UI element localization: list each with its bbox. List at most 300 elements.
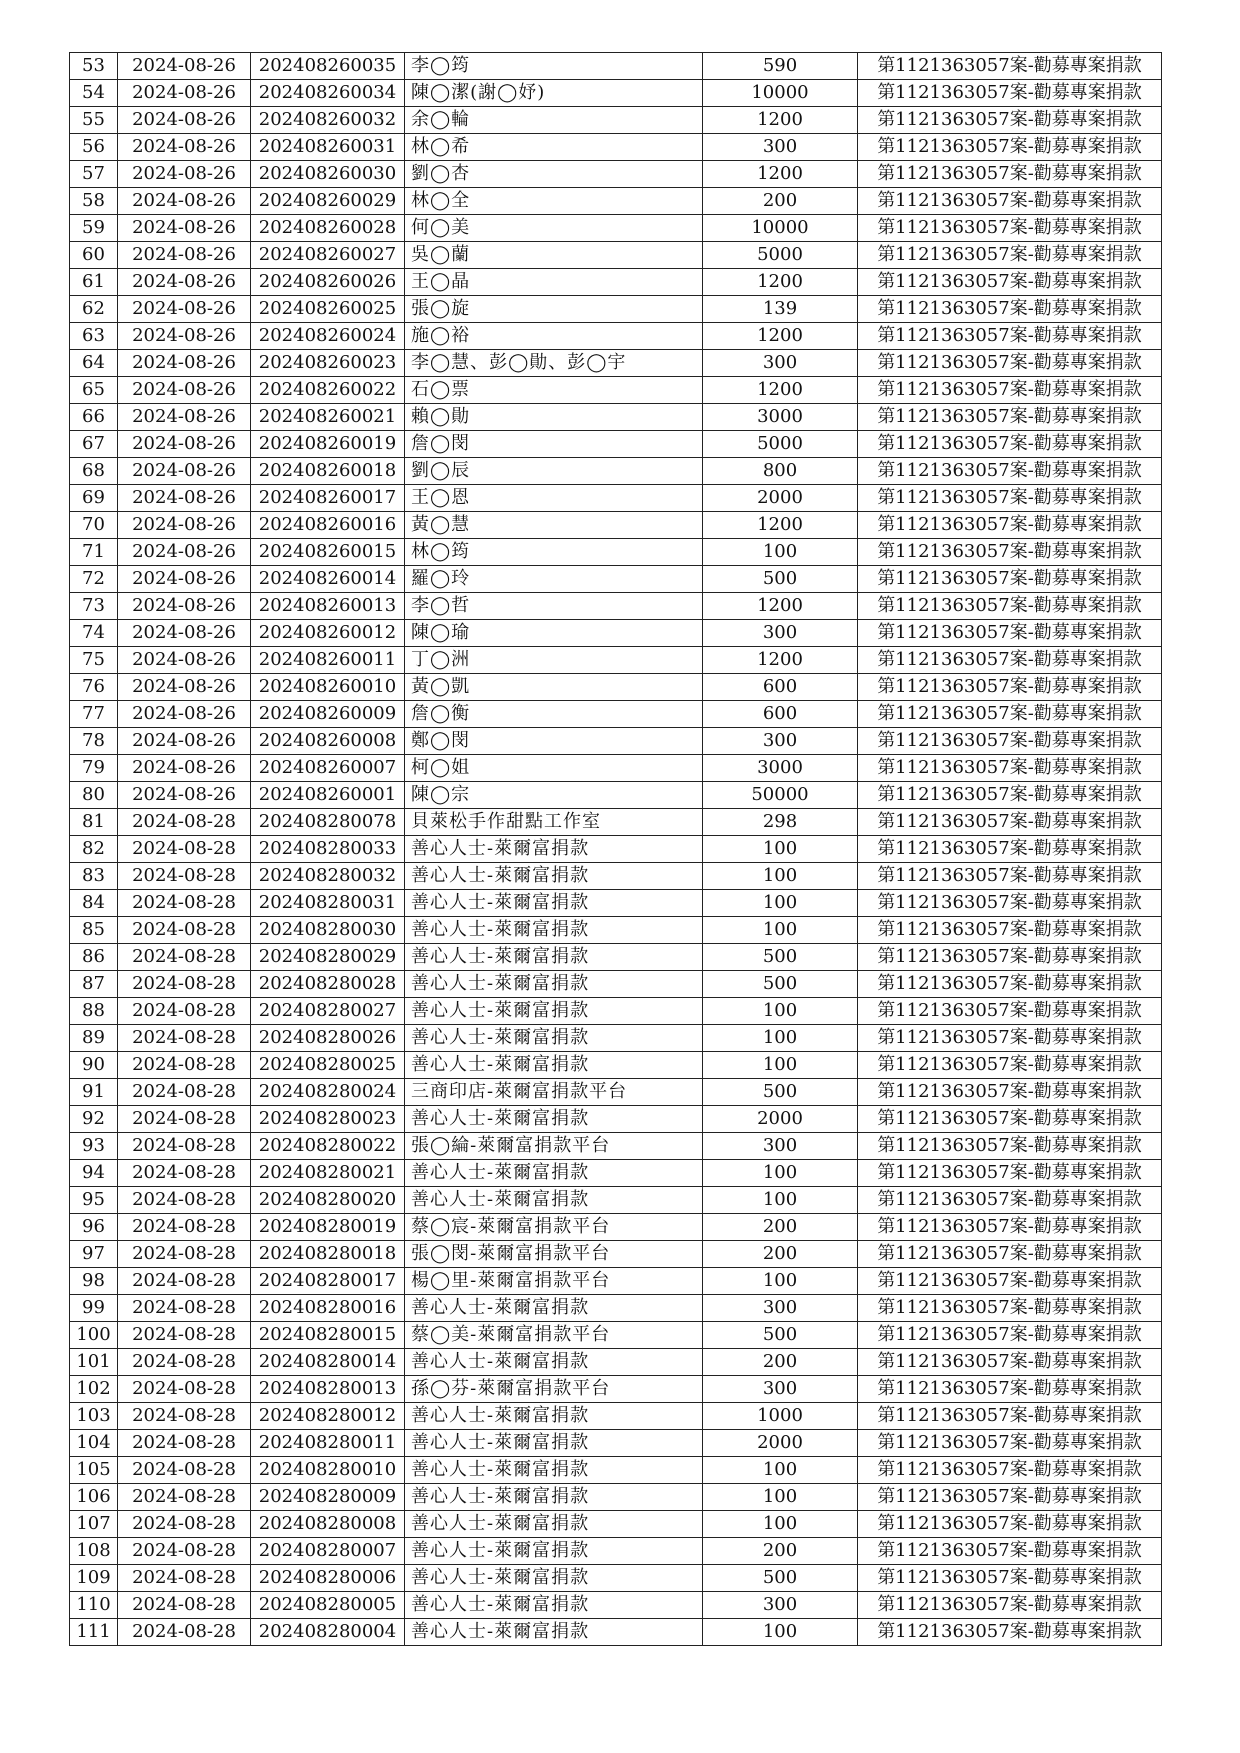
purpose-cell: 第1121363057案-勸募專案捐款 <box>858 53 1162 80</box>
donor-name-cell: 黃◯慧 <box>405 512 703 539</box>
amount-cell: 3000 <box>703 755 858 782</box>
table-row <box>70 1214 1162 1241</box>
row-number-cell: 82 <box>70 836 118 863</box>
row-number-cell: 97 <box>70 1241 118 1268</box>
amount-cell: 139 <box>703 296 858 323</box>
donor-name-cell: 善心人士-萊爾富捐款 <box>405 1403 703 1430</box>
amount-cell: 500 <box>703 944 858 971</box>
row-number-cell: 61 <box>70 269 118 296</box>
table-row <box>70 431 1162 458</box>
table-row <box>70 242 1162 269</box>
row-number-cell: 96 <box>70 1214 118 1241</box>
amount-cell: 100 <box>703 1268 858 1295</box>
date-cell: 2024-08-26 <box>118 458 251 485</box>
receipt-number-cell: 202408260019 <box>251 431 405 458</box>
row-number-cell: 85 <box>70 917 118 944</box>
amount-cell: 100 <box>703 863 858 890</box>
row-number-cell: 66 <box>70 404 118 431</box>
receipt-number-cell: 202408280033 <box>251 836 405 863</box>
purpose-cell: 第1121363057案-勸募專案捐款 <box>858 1295 1162 1322</box>
table-row <box>70 215 1162 242</box>
amount-cell: 1000 <box>703 1403 858 1430</box>
date-cell: 2024-08-28 <box>118 1430 251 1457</box>
table-row <box>70 809 1162 836</box>
date-cell: 2024-08-26 <box>118 782 251 809</box>
receipt-number-cell: 202408280032 <box>251 863 405 890</box>
purpose-cell: 第1121363057案-勸募專案捐款 <box>858 890 1162 917</box>
donor-name-cell: 善心人士-萊爾富捐款 <box>405 1295 703 1322</box>
amount-cell: 300 <box>703 728 858 755</box>
row-number-cell: 110 <box>70 1592 118 1619</box>
receipt-number-cell: 202408260029 <box>251 188 405 215</box>
receipt-number-cell: 202408260009 <box>251 701 405 728</box>
receipt-number-cell: 202408260013 <box>251 593 405 620</box>
date-cell: 2024-08-28 <box>118 1565 251 1592</box>
amount-cell: 10000 <box>703 215 858 242</box>
row-number-cell: 89 <box>70 1025 118 1052</box>
date-cell: 2024-08-26 <box>118 53 251 80</box>
date-cell: 2024-08-28 <box>118 1106 251 1133</box>
donor-name-cell: 善心人士-萊爾富捐款 <box>405 1025 703 1052</box>
table-row <box>70 1241 1162 1268</box>
table-row <box>70 836 1162 863</box>
table-row <box>70 1079 1162 1106</box>
date-cell: 2024-08-28 <box>118 1511 251 1538</box>
date-cell: 2024-08-28 <box>118 1322 251 1349</box>
purpose-cell: 第1121363057案-勸募專案捐款 <box>858 1403 1162 1430</box>
receipt-number-cell: 202408260007 <box>251 755 405 782</box>
purpose-cell: 第1121363057案-勸募專案捐款 <box>858 539 1162 566</box>
table-row <box>70 377 1162 404</box>
purpose-cell: 第1121363057案-勸募專案捐款 <box>858 1052 1162 1079</box>
donor-name-cell: 鄭◯閔 <box>405 728 703 755</box>
purpose-cell: 第1121363057案-勸募專案捐款 <box>858 134 1162 161</box>
date-cell: 2024-08-26 <box>118 107 251 134</box>
table-row <box>70 917 1162 944</box>
donor-name-cell: 善心人士-萊爾富捐款 <box>405 917 703 944</box>
purpose-cell: 第1121363057案-勸募專案捐款 <box>858 809 1162 836</box>
donor-name-cell: 柯◯姐 <box>405 755 703 782</box>
donor-name-cell: 善心人士-萊爾富捐款 <box>405 1619 703 1646</box>
row-number-cell: 55 <box>70 107 118 134</box>
donor-name-cell: 善心人士-萊爾富捐款 <box>405 1538 703 1565</box>
table-row <box>70 1025 1162 1052</box>
table-row <box>70 1268 1162 1295</box>
purpose-cell: 第1121363057案-勸募專案捐款 <box>858 1160 1162 1187</box>
receipt-number-cell: 202408280030 <box>251 917 405 944</box>
donor-name-cell: 善心人士-萊爾富捐款 <box>405 971 703 998</box>
purpose-cell: 第1121363057案-勸募專案捐款 <box>858 836 1162 863</box>
donor-name-cell: 善心人士-萊爾富捐款 <box>405 1349 703 1376</box>
purpose-cell: 第1121363057案-勸募專案捐款 <box>858 188 1162 215</box>
purpose-cell: 第1121363057案-勸募專案捐款 <box>858 296 1162 323</box>
date-cell: 2024-08-26 <box>118 323 251 350</box>
receipt-number-cell: 202408280018 <box>251 1241 405 1268</box>
receipt-number-cell: 202408260015 <box>251 539 405 566</box>
row-number-cell: 54 <box>70 80 118 107</box>
donor-name-cell: 李◯慧、彭◯勛、彭◯宇 <box>405 350 703 377</box>
table-row <box>70 296 1162 323</box>
row-number-cell: 70 <box>70 512 118 539</box>
document-page <box>69 52 1161 1646</box>
table-row <box>70 107 1162 134</box>
amount-cell: 500 <box>703 1322 858 1349</box>
donor-name-cell: 善心人士-萊爾富捐款 <box>405 1457 703 1484</box>
row-number-cell: 78 <box>70 728 118 755</box>
donor-name-cell: 陳◯潔(謝◯妤) <box>405 80 703 107</box>
donor-name-cell: 劉◯杏 <box>405 161 703 188</box>
row-number-cell: 90 <box>70 1052 118 1079</box>
amount-cell: 200 <box>703 188 858 215</box>
row-number-cell: 87 <box>70 971 118 998</box>
purpose-cell: 第1121363057案-勸募專案捐款 <box>858 1484 1162 1511</box>
receipt-number-cell: 202408260014 <box>251 566 405 593</box>
table-row <box>70 350 1162 377</box>
amount-cell: 1200 <box>703 269 858 296</box>
purpose-cell: 第1121363057案-勸募專案捐款 <box>858 620 1162 647</box>
receipt-number-cell: 202408280016 <box>251 1295 405 1322</box>
donor-name-cell: 何◯美 <box>405 215 703 242</box>
row-number-cell: 94 <box>70 1160 118 1187</box>
row-number-cell: 71 <box>70 539 118 566</box>
donor-name-cell: 詹◯衡 <box>405 701 703 728</box>
receipt-number-cell: 202408280026 <box>251 1025 405 1052</box>
purpose-cell: 第1121363057案-勸募專案捐款 <box>858 1106 1162 1133</box>
table-row <box>70 323 1162 350</box>
purpose-cell: 第1121363057案-勸募專案捐款 <box>858 1133 1162 1160</box>
date-cell: 2024-08-26 <box>118 269 251 296</box>
table-row <box>70 1349 1162 1376</box>
donor-name-cell: 貝萊松手作甜點工作室 <box>405 809 703 836</box>
date-cell: 2024-08-26 <box>118 296 251 323</box>
receipt-number-cell: 202408280028 <box>251 971 405 998</box>
date-cell: 2024-08-28 <box>118 1160 251 1187</box>
row-number-cell: 109 <box>70 1565 118 1592</box>
row-number-cell: 102 <box>70 1376 118 1403</box>
date-cell: 2024-08-28 <box>118 1484 251 1511</box>
receipt-number-cell: 202408280020 <box>251 1187 405 1214</box>
amount-cell: 300 <box>703 134 858 161</box>
table-row <box>70 1160 1162 1187</box>
purpose-cell: 第1121363057案-勸募專案捐款 <box>858 944 1162 971</box>
table-row <box>70 1457 1162 1484</box>
amount-cell: 1200 <box>703 593 858 620</box>
date-cell: 2024-08-28 <box>118 1592 251 1619</box>
amount-cell: 100 <box>703 836 858 863</box>
date-cell: 2024-08-28 <box>118 971 251 998</box>
amount-cell: 200 <box>703 1214 858 1241</box>
purpose-cell: 第1121363057案-勸募專案捐款 <box>858 728 1162 755</box>
purpose-cell: 第1121363057案-勸募專案捐款 <box>858 1376 1162 1403</box>
row-number-cell: 101 <box>70 1349 118 1376</box>
table-row <box>70 80 1162 107</box>
donor-name-cell: 善心人士-萊爾富捐款 <box>405 944 703 971</box>
donation-table-body <box>70 53 1162 1646</box>
amount-cell: 800 <box>703 458 858 485</box>
purpose-cell: 第1121363057案-勸募專案捐款 <box>858 971 1162 998</box>
amount-cell: 590 <box>703 53 858 80</box>
date-cell: 2024-08-26 <box>118 404 251 431</box>
amount-cell: 10000 <box>703 80 858 107</box>
donor-name-cell: 楊◯里-萊爾富捐款平台 <box>405 1268 703 1295</box>
donor-name-cell: 余◯輪 <box>405 107 703 134</box>
amount-cell: 298 <box>703 809 858 836</box>
table-row <box>70 134 1162 161</box>
amount-cell: 100 <box>703 1025 858 1052</box>
purpose-cell: 第1121363057案-勸募專案捐款 <box>858 323 1162 350</box>
receipt-number-cell: 202408280029 <box>251 944 405 971</box>
date-cell: 2024-08-26 <box>118 485 251 512</box>
row-number-cell: 76 <box>70 674 118 701</box>
row-number-cell: 65 <box>70 377 118 404</box>
date-cell: 2024-08-26 <box>118 701 251 728</box>
date-cell: 2024-08-26 <box>118 215 251 242</box>
receipt-number-cell: 202408280012 <box>251 1403 405 1430</box>
table-row <box>70 890 1162 917</box>
purpose-cell: 第1121363057案-勸募專案捐款 <box>858 1430 1162 1457</box>
amount-cell: 500 <box>703 566 858 593</box>
amount-cell: 300 <box>703 1592 858 1619</box>
row-number-cell: 77 <box>70 701 118 728</box>
purpose-cell: 第1121363057案-勸募專案捐款 <box>858 1457 1162 1484</box>
table-row <box>70 674 1162 701</box>
receipt-number-cell: 202408260031 <box>251 134 405 161</box>
row-number-cell: 59 <box>70 215 118 242</box>
row-number-cell: 99 <box>70 1295 118 1322</box>
row-number-cell: 106 <box>70 1484 118 1511</box>
row-number-cell: 67 <box>70 431 118 458</box>
table-row <box>70 1187 1162 1214</box>
donor-name-cell: 善心人士-萊爾富捐款 <box>405 1484 703 1511</box>
receipt-number-cell: 202408280022 <box>251 1133 405 1160</box>
row-number-cell: 53 <box>70 53 118 80</box>
donor-name-cell: 善心人士-萊爾富捐款 <box>405 1430 703 1457</box>
purpose-cell: 第1121363057案-勸募專案捐款 <box>858 1322 1162 1349</box>
row-number-cell: 56 <box>70 134 118 161</box>
table-row <box>70 1538 1162 1565</box>
amount-cell: 2000 <box>703 1430 858 1457</box>
date-cell: 2024-08-26 <box>118 647 251 674</box>
receipt-number-cell: 202408280011 <box>251 1430 405 1457</box>
donation-table <box>69 52 1162 1646</box>
table-row <box>70 998 1162 1025</box>
amount-cell: 100 <box>703 1511 858 1538</box>
row-number-cell: 91 <box>70 1079 118 1106</box>
date-cell: 2024-08-28 <box>118 1133 251 1160</box>
date-cell: 2024-08-26 <box>118 431 251 458</box>
table-row <box>70 485 1162 512</box>
receipt-number-cell: 202408260017 <box>251 485 405 512</box>
date-cell: 2024-08-26 <box>118 377 251 404</box>
row-number-cell: 88 <box>70 998 118 1025</box>
purpose-cell: 第1121363057案-勸募專案捐款 <box>858 647 1162 674</box>
receipt-number-cell: 202408260018 <box>251 458 405 485</box>
date-cell: 2024-08-26 <box>118 242 251 269</box>
receipt-number-cell: 202408280024 <box>251 1079 405 1106</box>
table-row <box>70 1133 1162 1160</box>
receipt-number-cell: 202408280004 <box>251 1619 405 1646</box>
table-row <box>70 1052 1162 1079</box>
row-number-cell: 84 <box>70 890 118 917</box>
receipt-number-cell: 202408280007 <box>251 1538 405 1565</box>
donor-name-cell: 丁◯洲 <box>405 647 703 674</box>
table-row <box>70 944 1162 971</box>
purpose-cell: 第1121363057案-勸募專案捐款 <box>858 458 1162 485</box>
amount-cell: 200 <box>703 1538 858 1565</box>
table-row <box>70 728 1162 755</box>
donor-name-cell: 黃◯凱 <box>405 674 703 701</box>
date-cell: 2024-08-26 <box>118 755 251 782</box>
purpose-cell: 第1121363057案-勸募專案捐款 <box>858 107 1162 134</box>
receipt-number-cell: 202408280027 <box>251 998 405 1025</box>
receipt-number-cell: 202408260016 <box>251 512 405 539</box>
amount-cell: 100 <box>703 1457 858 1484</box>
purpose-cell: 第1121363057案-勸募專案捐款 <box>858 431 1162 458</box>
row-number-cell: 60 <box>70 242 118 269</box>
receipt-number-cell: 202408260001 <box>251 782 405 809</box>
date-cell: 2024-08-26 <box>118 134 251 161</box>
date-cell: 2024-08-28 <box>118 1241 251 1268</box>
date-cell: 2024-08-26 <box>118 350 251 377</box>
purpose-cell: 第1121363057案-勸募專案捐款 <box>858 350 1162 377</box>
receipt-number-cell: 202408280006 <box>251 1565 405 1592</box>
amount-cell: 1200 <box>703 647 858 674</box>
purpose-cell: 第1121363057案-勸募專案捐款 <box>858 566 1162 593</box>
date-cell: 2024-08-26 <box>118 188 251 215</box>
amount-cell: 100 <box>703 1619 858 1646</box>
receipt-number-cell: 202408260026 <box>251 269 405 296</box>
row-number-cell: 93 <box>70 1133 118 1160</box>
purpose-cell: 第1121363057案-勸募專案捐款 <box>858 80 1162 107</box>
receipt-number-cell: 202408280023 <box>251 1106 405 1133</box>
date-cell: 2024-08-28 <box>118 1214 251 1241</box>
donor-name-cell: 善心人士-萊爾富捐款 <box>405 890 703 917</box>
purpose-cell: 第1121363057案-勸募專案捐款 <box>858 755 1162 782</box>
date-cell: 2024-08-28 <box>118 1052 251 1079</box>
date-cell: 2024-08-26 <box>118 620 251 647</box>
date-cell: 2024-08-28 <box>118 1268 251 1295</box>
purpose-cell: 第1121363057案-勸募專案捐款 <box>858 674 1162 701</box>
purpose-cell: 第1121363057案-勸募專案捐款 <box>858 863 1162 890</box>
receipt-number-cell: 202408280017 <box>251 1268 405 1295</box>
amount-cell: 3000 <box>703 404 858 431</box>
table-row <box>70 1376 1162 1403</box>
donor-name-cell: 陳◯瑜 <box>405 620 703 647</box>
purpose-cell: 第1121363057案-勸募專案捐款 <box>858 404 1162 431</box>
receipt-number-cell: 202408260028 <box>251 215 405 242</box>
purpose-cell: 第1121363057案-勸募專案捐款 <box>858 1349 1162 1376</box>
purpose-cell: 第1121363057案-勸募專案捐款 <box>858 242 1162 269</box>
receipt-number-cell: 202408280008 <box>251 1511 405 1538</box>
donor-name-cell: 陳◯宗 <box>405 782 703 809</box>
purpose-cell: 第1121363057案-勸募專案捐款 <box>858 1565 1162 1592</box>
row-number-cell: 64 <box>70 350 118 377</box>
receipt-number-cell: 202408280014 <box>251 1349 405 1376</box>
receipt-number-cell: 202408260011 <box>251 647 405 674</box>
receipt-number-cell: 202408260010 <box>251 674 405 701</box>
amount-cell: 50000 <box>703 782 858 809</box>
date-cell: 2024-08-28 <box>118 1349 251 1376</box>
amount-cell: 2000 <box>703 1106 858 1133</box>
donor-name-cell: 張◯旋 <box>405 296 703 323</box>
row-number-cell: 69 <box>70 485 118 512</box>
row-number-cell: 72 <box>70 566 118 593</box>
row-number-cell: 79 <box>70 755 118 782</box>
table-row <box>70 755 1162 782</box>
receipt-number-cell: 202408260027 <box>251 242 405 269</box>
row-number-cell: 107 <box>70 1511 118 1538</box>
donor-name-cell: 施◯裕 <box>405 323 703 350</box>
donor-name-cell: 詹◯閔 <box>405 431 703 458</box>
purpose-cell: 第1121363057案-勸募專案捐款 <box>858 1538 1162 1565</box>
date-cell: 2024-08-28 <box>118 809 251 836</box>
purpose-cell: 第1121363057案-勸募專案捐款 <box>858 1592 1162 1619</box>
amount-cell: 100 <box>703 998 858 1025</box>
donor-name-cell: 王◯恩 <box>405 485 703 512</box>
donor-name-cell: 林◯全 <box>405 188 703 215</box>
row-number-cell: 74 <box>70 620 118 647</box>
amount-cell: 100 <box>703 1160 858 1187</box>
purpose-cell: 第1121363057案-勸募專案捐款 <box>858 1025 1162 1052</box>
purpose-cell: 第1121363057案-勸募專案捐款 <box>858 377 1162 404</box>
date-cell: 2024-08-26 <box>118 674 251 701</box>
row-number-cell: 68 <box>70 458 118 485</box>
receipt-number-cell: 202408260008 <box>251 728 405 755</box>
row-number-cell: 81 <box>70 809 118 836</box>
table-row <box>70 1430 1162 1457</box>
table-row <box>70 404 1162 431</box>
date-cell: 2024-08-28 <box>118 1025 251 1052</box>
purpose-cell: 第1121363057案-勸募專案捐款 <box>858 512 1162 539</box>
receipt-number-cell: 202408280015 <box>251 1322 405 1349</box>
receipt-number-cell: 202408260022 <box>251 377 405 404</box>
purpose-cell: 第1121363057案-勸募專案捐款 <box>858 593 1162 620</box>
donor-name-cell: 張◯閔-萊爾富捐款平台 <box>405 1241 703 1268</box>
donor-name-cell: 吳◯蘭 <box>405 242 703 269</box>
purpose-cell: 第1121363057案-勸募專案捐款 <box>858 1079 1162 1106</box>
donor-name-cell: 林◯希 <box>405 134 703 161</box>
purpose-cell: 第1121363057案-勸募專案捐款 <box>858 917 1162 944</box>
receipt-number-cell: 202408260034 <box>251 80 405 107</box>
date-cell: 2024-08-26 <box>118 161 251 188</box>
table-row <box>70 539 1162 566</box>
date-cell: 2024-08-26 <box>118 512 251 539</box>
row-number-cell: 108 <box>70 1538 118 1565</box>
table-row <box>70 512 1162 539</box>
purpose-cell: 第1121363057案-勸募專案捐款 <box>858 485 1162 512</box>
donor-name-cell: 善心人士-萊爾富捐款 <box>405 1052 703 1079</box>
row-number-cell: 95 <box>70 1187 118 1214</box>
purpose-cell: 第1121363057案-勸募專案捐款 <box>858 215 1162 242</box>
donor-name-cell: 石◯票 <box>405 377 703 404</box>
receipt-number-cell: 202408280031 <box>251 890 405 917</box>
amount-cell: 5000 <box>703 431 858 458</box>
row-number-cell: 100 <box>70 1322 118 1349</box>
purpose-cell: 第1121363057案-勸募專案捐款 <box>858 269 1162 296</box>
amount-cell: 1200 <box>703 377 858 404</box>
table-row <box>70 593 1162 620</box>
donor-name-cell: 王◯晶 <box>405 269 703 296</box>
row-number-cell: 105 <box>70 1457 118 1484</box>
date-cell: 2024-08-28 <box>118 944 251 971</box>
amount-cell: 2000 <box>703 485 858 512</box>
donor-name-cell: 李◯筠 <box>405 53 703 80</box>
amount-cell: 600 <box>703 674 858 701</box>
table-row <box>70 1322 1162 1349</box>
amount-cell: 5000 <box>703 242 858 269</box>
table-row <box>70 161 1162 188</box>
donor-name-cell: 善心人士-萊爾富捐款 <box>405 836 703 863</box>
